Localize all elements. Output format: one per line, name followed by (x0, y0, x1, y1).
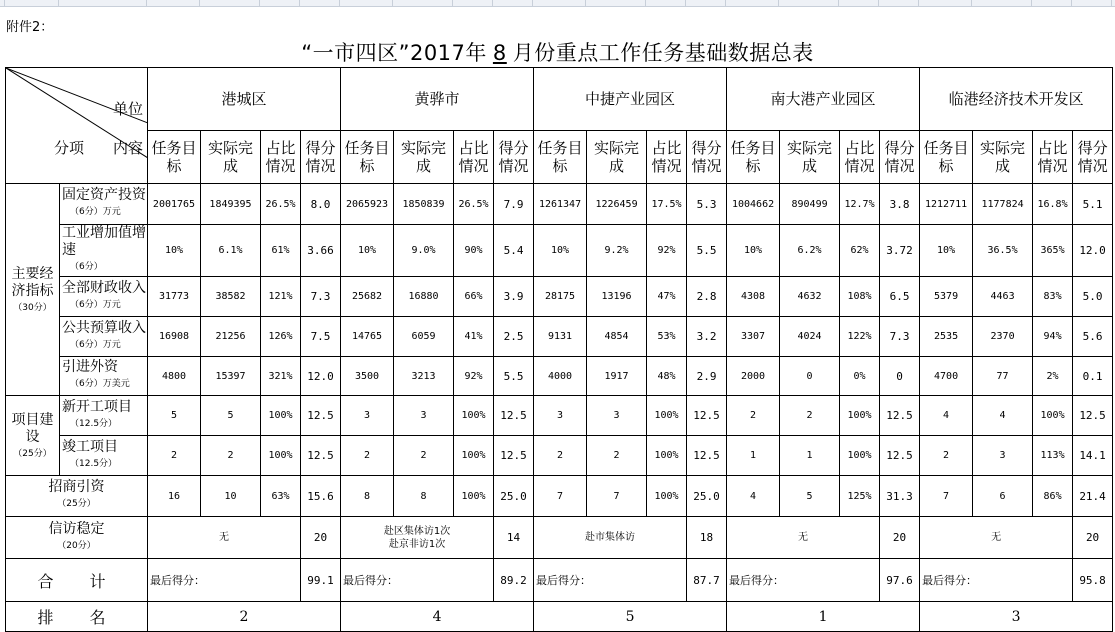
column-divider (259, 0, 260, 6)
value-cell: 100% (840, 396, 880, 436)
item-name: 新开工项目 (62, 398, 132, 415)
sub-header-cell: 占比情况 (261, 131, 301, 184)
value-cell: 2 (148, 436, 201, 476)
petition-status-cell (534, 517, 687, 559)
value-cell: 2 (534, 436, 587, 476)
score-cell: 2.8 (687, 277, 727, 317)
score-cell: 31.3 (880, 476, 920, 517)
value-cell: 100% (261, 396, 301, 436)
table-row (6, 357, 1113, 396)
title-month: 8 (492, 41, 507, 65)
value-cell: 12.7% (840, 184, 880, 225)
value-cell: 6.2% (780, 225, 840, 277)
score-cell: 20 (880, 517, 920, 559)
sub-header-cell: 得分情况 (301, 131, 341, 184)
column-divider (492, 0, 493, 6)
value-cell: 2 (394, 436, 454, 476)
value-cell: 10% (148, 225, 201, 277)
value-cell: 31773 (148, 277, 201, 317)
value-cell: 16 (148, 476, 201, 517)
value-cell: 4 (920, 396, 973, 436)
item-weight: （6分）万元 (70, 207, 121, 217)
column-divider (146, 0, 147, 6)
score-cell: 14.1 (1073, 436, 1113, 476)
item-weight: （20分） (57, 540, 96, 551)
value-cell: 26.5% (261, 184, 301, 225)
score-cell: 25.0 (687, 476, 727, 517)
score-cell: 0.1 (1073, 357, 1113, 396)
column-divider (1111, 0, 1112, 6)
petition-status-text: 赴京非访1次 (388, 538, 446, 550)
petition-status-text: 无 (991, 532, 1002, 543)
value-cell: 1226459 (587, 184, 647, 225)
item-weight: （6分）万元 (70, 339, 121, 350)
petition-status-text: 赴市集体访 (585, 532, 636, 543)
column-divider (1031, 0, 1032, 6)
value-cell: 25682 (341, 277, 394, 317)
final-score-label: 最后得分： (341, 559, 494, 602)
value-cell: 4632 (780, 277, 840, 317)
final-score: 99.1 (301, 559, 341, 602)
district-header: 临港经济技术开发区 (920, 68, 1113, 131)
value-cell: 2 (341, 436, 394, 476)
value-cell: 7 (534, 476, 587, 517)
value-cell: 2000 (727, 357, 780, 396)
petition-status-cell (341, 517, 494, 559)
value-cell: 5 (780, 476, 840, 517)
attachment-label: 附件2： (6, 20, 54, 35)
column-divider (878, 0, 879, 6)
value-cell: 3 (534, 396, 587, 436)
value-cell: 21256 (201, 317, 261, 357)
value-cell: 2 (920, 436, 973, 476)
sub-header-cell: 实际完成 (587, 131, 647, 184)
petition-status-text: 赴区集体访1次 (383, 525, 451, 537)
final-score-label: 最后得分： (534, 559, 687, 602)
item-name-cell (6, 517, 148, 559)
value-cell: 126% (261, 317, 301, 357)
value-cell: 2 (780, 396, 840, 436)
petition-status-cell (148, 517, 301, 559)
value-cell: 1212711 (920, 184, 973, 225)
item-weight: （6分） (70, 262, 103, 272)
score-cell: 5.6 (1073, 317, 1113, 357)
score-cell: 20 (301, 517, 341, 559)
table-row (6, 184, 1113, 225)
final-score: 87.7 (687, 559, 727, 602)
value-cell: 2370 (973, 317, 1033, 357)
value-cell: 100% (647, 476, 687, 517)
sub-header-cell: 任务目标 (727, 131, 780, 184)
item-name: 工业增加值增速 (62, 225, 146, 258)
value-cell: 17.5% (647, 184, 687, 225)
score-cell: 2.9 (687, 357, 727, 396)
district-header: 中捷产业园区 (534, 68, 727, 131)
corner-diagonal-lines (6, 68, 148, 184)
corner-content-label: 内容 (112, 139, 143, 157)
sub-header-cell: 得分情况 (687, 131, 727, 184)
total-row (6, 559, 1113, 602)
value-cell: 4 (727, 476, 780, 517)
score-cell: 12.5 (494, 396, 534, 436)
score-cell: 3.8 (880, 184, 920, 225)
value-cell: 100% (647, 396, 687, 436)
table-row (6, 396, 1113, 436)
score-cell: 12.0 (301, 357, 341, 396)
value-cell: 48% (647, 357, 687, 396)
corner-header-cell (6, 68, 148, 184)
value-cell: 6059 (394, 317, 454, 357)
value-cell: 66% (454, 277, 494, 317)
sub-header-cell: 占比情况 (840, 131, 880, 184)
value-cell: 9.2% (587, 225, 647, 277)
value-cell: 5 (201, 396, 261, 436)
column-divider (585, 0, 586, 6)
value-cell: 10% (727, 225, 780, 277)
item-weight: （6分）万美元 (70, 379, 130, 389)
value-cell: 47% (647, 277, 687, 317)
value-cell: 53% (647, 317, 687, 357)
sub-header-cell: 任务目标 (148, 131, 201, 184)
value-cell: 1850839 (394, 184, 454, 225)
item-weight: （12.5分） (70, 458, 118, 469)
sub-header-cell: 得分情况 (880, 131, 920, 184)
score-cell: 3.2 (687, 317, 727, 357)
sheet-title (0, 37, 1115, 67)
score-cell: 8.0 (301, 184, 341, 225)
value-cell: 1 (780, 436, 840, 476)
value-cell: 4308 (727, 277, 780, 317)
column-divider (685, 0, 686, 6)
column-header-strip (0, 0, 1115, 7)
score-cell: 2.5 (494, 317, 534, 357)
value-cell: 2 (587, 436, 647, 476)
value-cell: 2065923 (341, 184, 394, 225)
value-cell: 100% (1033, 396, 1073, 436)
ranking-row (6, 602, 1113, 632)
item-name: 公共预算收入 (62, 319, 146, 336)
value-cell: 26.5% (454, 184, 494, 225)
score-cell: 12.5 (301, 436, 341, 476)
value-cell: 36.5% (973, 225, 1033, 277)
district-header: 港城区 (148, 68, 341, 131)
value-cell: 3 (973, 436, 1033, 476)
item-name: 引进外资 (62, 359, 118, 375)
score-cell: 12.5 (880, 436, 920, 476)
value-cell: 4700 (920, 357, 973, 396)
column-divider (971, 0, 972, 6)
score-cell: 12.5 (880, 396, 920, 436)
item-name-cell (60, 396, 148, 436)
category-name: 主要经济指标 (11, 266, 54, 299)
item-name-cell (60, 225, 148, 277)
petition-status-text: 无 (798, 532, 809, 543)
ranking-label: 排 名 (6, 602, 148, 632)
sub-header-cell: 占比情况 (1033, 131, 1073, 184)
value-cell: 1004662 (727, 184, 780, 225)
score-cell: 12.5 (1073, 396, 1113, 436)
value-cell: 14765 (341, 317, 394, 357)
item-name: 竣工项目 (62, 438, 118, 455)
column-divider (778, 0, 779, 6)
value-cell: 1 (727, 436, 780, 476)
value-cell: 3213 (394, 357, 454, 396)
column-divider (58, 0, 59, 6)
value-cell: 9.0% (394, 225, 454, 277)
item-name-cell (60, 436, 148, 476)
value-cell: 122% (840, 317, 880, 357)
score-cell: 5.3 (687, 184, 727, 225)
value-cell: 4800 (148, 357, 201, 396)
value-cell: 62% (840, 225, 880, 277)
value-cell: 3 (587, 396, 647, 436)
score-cell: 7.3 (880, 317, 920, 357)
score-cell: 0 (880, 357, 920, 396)
sub-header-cell: 得分情况 (494, 131, 534, 184)
column-divider (838, 0, 839, 6)
sub-header-cell: 占比情况 (647, 131, 687, 184)
column-divider (339, 0, 340, 6)
final-score: 95.8 (1073, 559, 1113, 602)
value-cell: 90% (454, 225, 494, 277)
final-score: 97.6 (880, 559, 920, 602)
value-cell: 100% (454, 476, 494, 517)
value-cell: 8 (394, 476, 454, 517)
score-cell: 15.6 (301, 476, 341, 517)
title-suffix: 月份重点工作任务基础数据总表 (512, 41, 814, 65)
score-cell: 7.9 (494, 184, 534, 225)
score-cell: 12.5 (687, 396, 727, 436)
final-score-label: 最后得分： (727, 559, 880, 602)
value-cell: 61% (261, 225, 301, 277)
column-divider (1071, 0, 1072, 6)
item-weight: （12.5分） (70, 418, 118, 429)
value-cell: 83% (1033, 277, 1073, 317)
value-cell: 100% (840, 436, 880, 476)
petition-status-text: 无 (219, 532, 229, 543)
value-cell: 108% (840, 277, 880, 317)
category-cell (6, 184, 60, 396)
value-cell: 1849395 (201, 184, 261, 225)
score-cell: 5.5 (687, 225, 727, 277)
sub-header-cell: 实际完成 (201, 131, 261, 184)
value-cell: 365% (1033, 225, 1073, 277)
column-divider (4, 0, 5, 6)
sub-header-cell: 实际完成 (973, 131, 1033, 184)
sub-header-cell: 实际完成 (394, 131, 454, 184)
final-score: 89.2 (494, 559, 534, 602)
sub-header-cell: 实际完成 (780, 131, 840, 184)
column-divider (725, 0, 726, 6)
table-row (6, 277, 1113, 317)
value-cell: 890499 (780, 184, 840, 225)
category-score: （25分） (13, 449, 52, 459)
item-name: 全部财政收入 (62, 279, 146, 296)
score-cell: 12.5 (687, 436, 727, 476)
value-cell: 16880 (394, 277, 454, 317)
score-cell: 21.4 (1073, 476, 1113, 517)
value-cell: 7 (920, 476, 973, 517)
value-cell: 4000 (534, 357, 587, 396)
value-cell: 125% (840, 476, 880, 517)
value-cell: 3 (394, 396, 454, 436)
score-cell: 18 (687, 517, 727, 559)
item-weight: （25分） (57, 499, 96, 509)
score-cell: 5.1 (1073, 184, 1113, 225)
value-cell: 4463 (973, 277, 1033, 317)
value-cell: 94% (1033, 317, 1073, 357)
score-cell: 7.5 (301, 317, 341, 357)
sub-header-row (6, 131, 1113, 184)
score-cell: 3.72 (880, 225, 920, 277)
column-divider (645, 0, 646, 6)
petition-row (6, 517, 1113, 559)
value-cell: 16908 (148, 317, 201, 357)
item-name-cell (60, 317, 148, 357)
score-cell: 12.5 (494, 436, 534, 476)
sub-header-cell: 任务目标 (341, 131, 394, 184)
value-cell: 38582 (201, 277, 261, 317)
rank-value: 5 (534, 602, 727, 632)
value-cell: 100% (454, 396, 494, 436)
category-name: 项目建设 (11, 412, 54, 445)
value-cell: 2001765 (148, 184, 201, 225)
sub-header-cell: 得分情况 (1073, 131, 1113, 184)
score-cell: 12.5 (301, 396, 341, 436)
value-cell: 3 (341, 396, 394, 436)
value-cell: 15397 (201, 357, 261, 396)
item-name: 固定资产投资 (62, 187, 146, 203)
value-cell: 113% (1033, 436, 1073, 476)
value-cell: 321% (261, 357, 301, 396)
value-cell: 100% (454, 436, 494, 476)
value-cell: 2 (201, 436, 261, 476)
value-cell: 1177824 (973, 184, 1033, 225)
table-row (6, 436, 1113, 476)
value-cell: 1917 (587, 357, 647, 396)
rank-value: 2 (148, 602, 341, 632)
item-name: 信访稳定 (48, 520, 105, 537)
district-header: 南大港产业园区 (727, 68, 920, 131)
value-cell: 7 (587, 476, 647, 517)
column-divider (299, 0, 300, 6)
value-cell: 3500 (341, 357, 394, 396)
score-cell: 5.5 (494, 357, 534, 396)
score-cell: 14 (494, 517, 534, 559)
value-cell: 4024 (780, 317, 840, 357)
value-cell: 10% (920, 225, 973, 277)
value-cell: 100% (647, 436, 687, 476)
column-divider (392, 0, 393, 6)
sub-header-cell: 任务目标 (920, 131, 973, 184)
final-score-label: 最后得分： (920, 559, 1073, 602)
value-cell: 1261347 (534, 184, 587, 225)
rank-value: 1 (727, 602, 920, 632)
table-row (6, 317, 1113, 357)
table-row (6, 476, 1113, 517)
title-prefix: “一市四区”2017年 (301, 41, 487, 65)
corner-category-label: 分项 (54, 139, 85, 157)
value-cell: 8 (341, 476, 394, 517)
column-divider (199, 0, 200, 6)
score-cell: 5.4 (494, 225, 534, 277)
petition-status-cell (920, 517, 1073, 559)
value-cell: 63% (261, 476, 301, 517)
value-cell: 2535 (920, 317, 973, 357)
value-cell: 41% (454, 317, 494, 357)
value-cell: 13196 (587, 277, 647, 317)
sub-header-cell: 任务目标 (534, 131, 587, 184)
final-score-label: 最后得分： (148, 559, 301, 602)
category-cell (6, 396, 60, 476)
item-weight: （6分）万元 (70, 299, 121, 310)
column-divider (452, 0, 453, 6)
item-name-cell (60, 277, 148, 317)
value-cell: 92% (454, 357, 494, 396)
rank-value: 3 (920, 602, 1113, 632)
data-table (5, 67, 1111, 627)
value-cell: 0% (840, 357, 880, 396)
value-cell: 2% (1033, 357, 1073, 396)
value-cell: 6.1% (201, 225, 261, 277)
value-cell: 86% (1033, 476, 1073, 517)
petition-status-cell (727, 517, 880, 559)
value-cell: 5379 (920, 277, 973, 317)
category-score: （30分） (13, 303, 52, 313)
value-cell: 10% (341, 225, 394, 277)
score-cell: 6.5 (880, 277, 920, 317)
value-cell: 28175 (534, 277, 587, 317)
column-divider (918, 0, 919, 6)
corner-unit-label: 单位 (112, 100, 143, 118)
value-cell: 9131 (534, 317, 587, 357)
value-cell: 0 (780, 357, 840, 396)
score-cell: 3.66 (301, 225, 341, 277)
score-cell: 5.0 (1073, 277, 1113, 317)
value-cell: 4854 (587, 317, 647, 357)
district-header: 黄骅市 (341, 68, 534, 131)
item-name-cell (6, 476, 148, 517)
value-cell: 16.8% (1033, 184, 1073, 225)
value-cell: 10 (201, 476, 261, 517)
value-cell: 92% (647, 225, 687, 277)
item-name-cell (60, 184, 148, 225)
score-cell: 12.0 (1073, 225, 1113, 277)
value-cell: 4 (973, 396, 1033, 436)
item-name-cell (60, 357, 148, 396)
score-cell: 7.3 (301, 277, 341, 317)
table-row (6, 225, 1113, 277)
score-cell: 3.9 (494, 277, 534, 317)
score-cell: 20 (1073, 517, 1113, 559)
value-cell: 2 (727, 396, 780, 436)
value-cell: 121% (261, 277, 301, 317)
sub-header-cell: 占比情况 (454, 131, 494, 184)
item-name: 招商引资 (48, 479, 105, 495)
value-cell: 6 (973, 476, 1033, 517)
value-cell: 10% (534, 225, 587, 277)
rank-value: 4 (341, 602, 534, 632)
value-cell: 77 (973, 357, 1033, 396)
value-cell: 3307 (727, 317, 780, 357)
total-label: 合 计 (6, 559, 148, 602)
value-cell: 100% (261, 436, 301, 476)
score-cell: 25.0 (494, 476, 534, 517)
value-cell: 5 (148, 396, 201, 436)
column-divider (532, 0, 533, 6)
